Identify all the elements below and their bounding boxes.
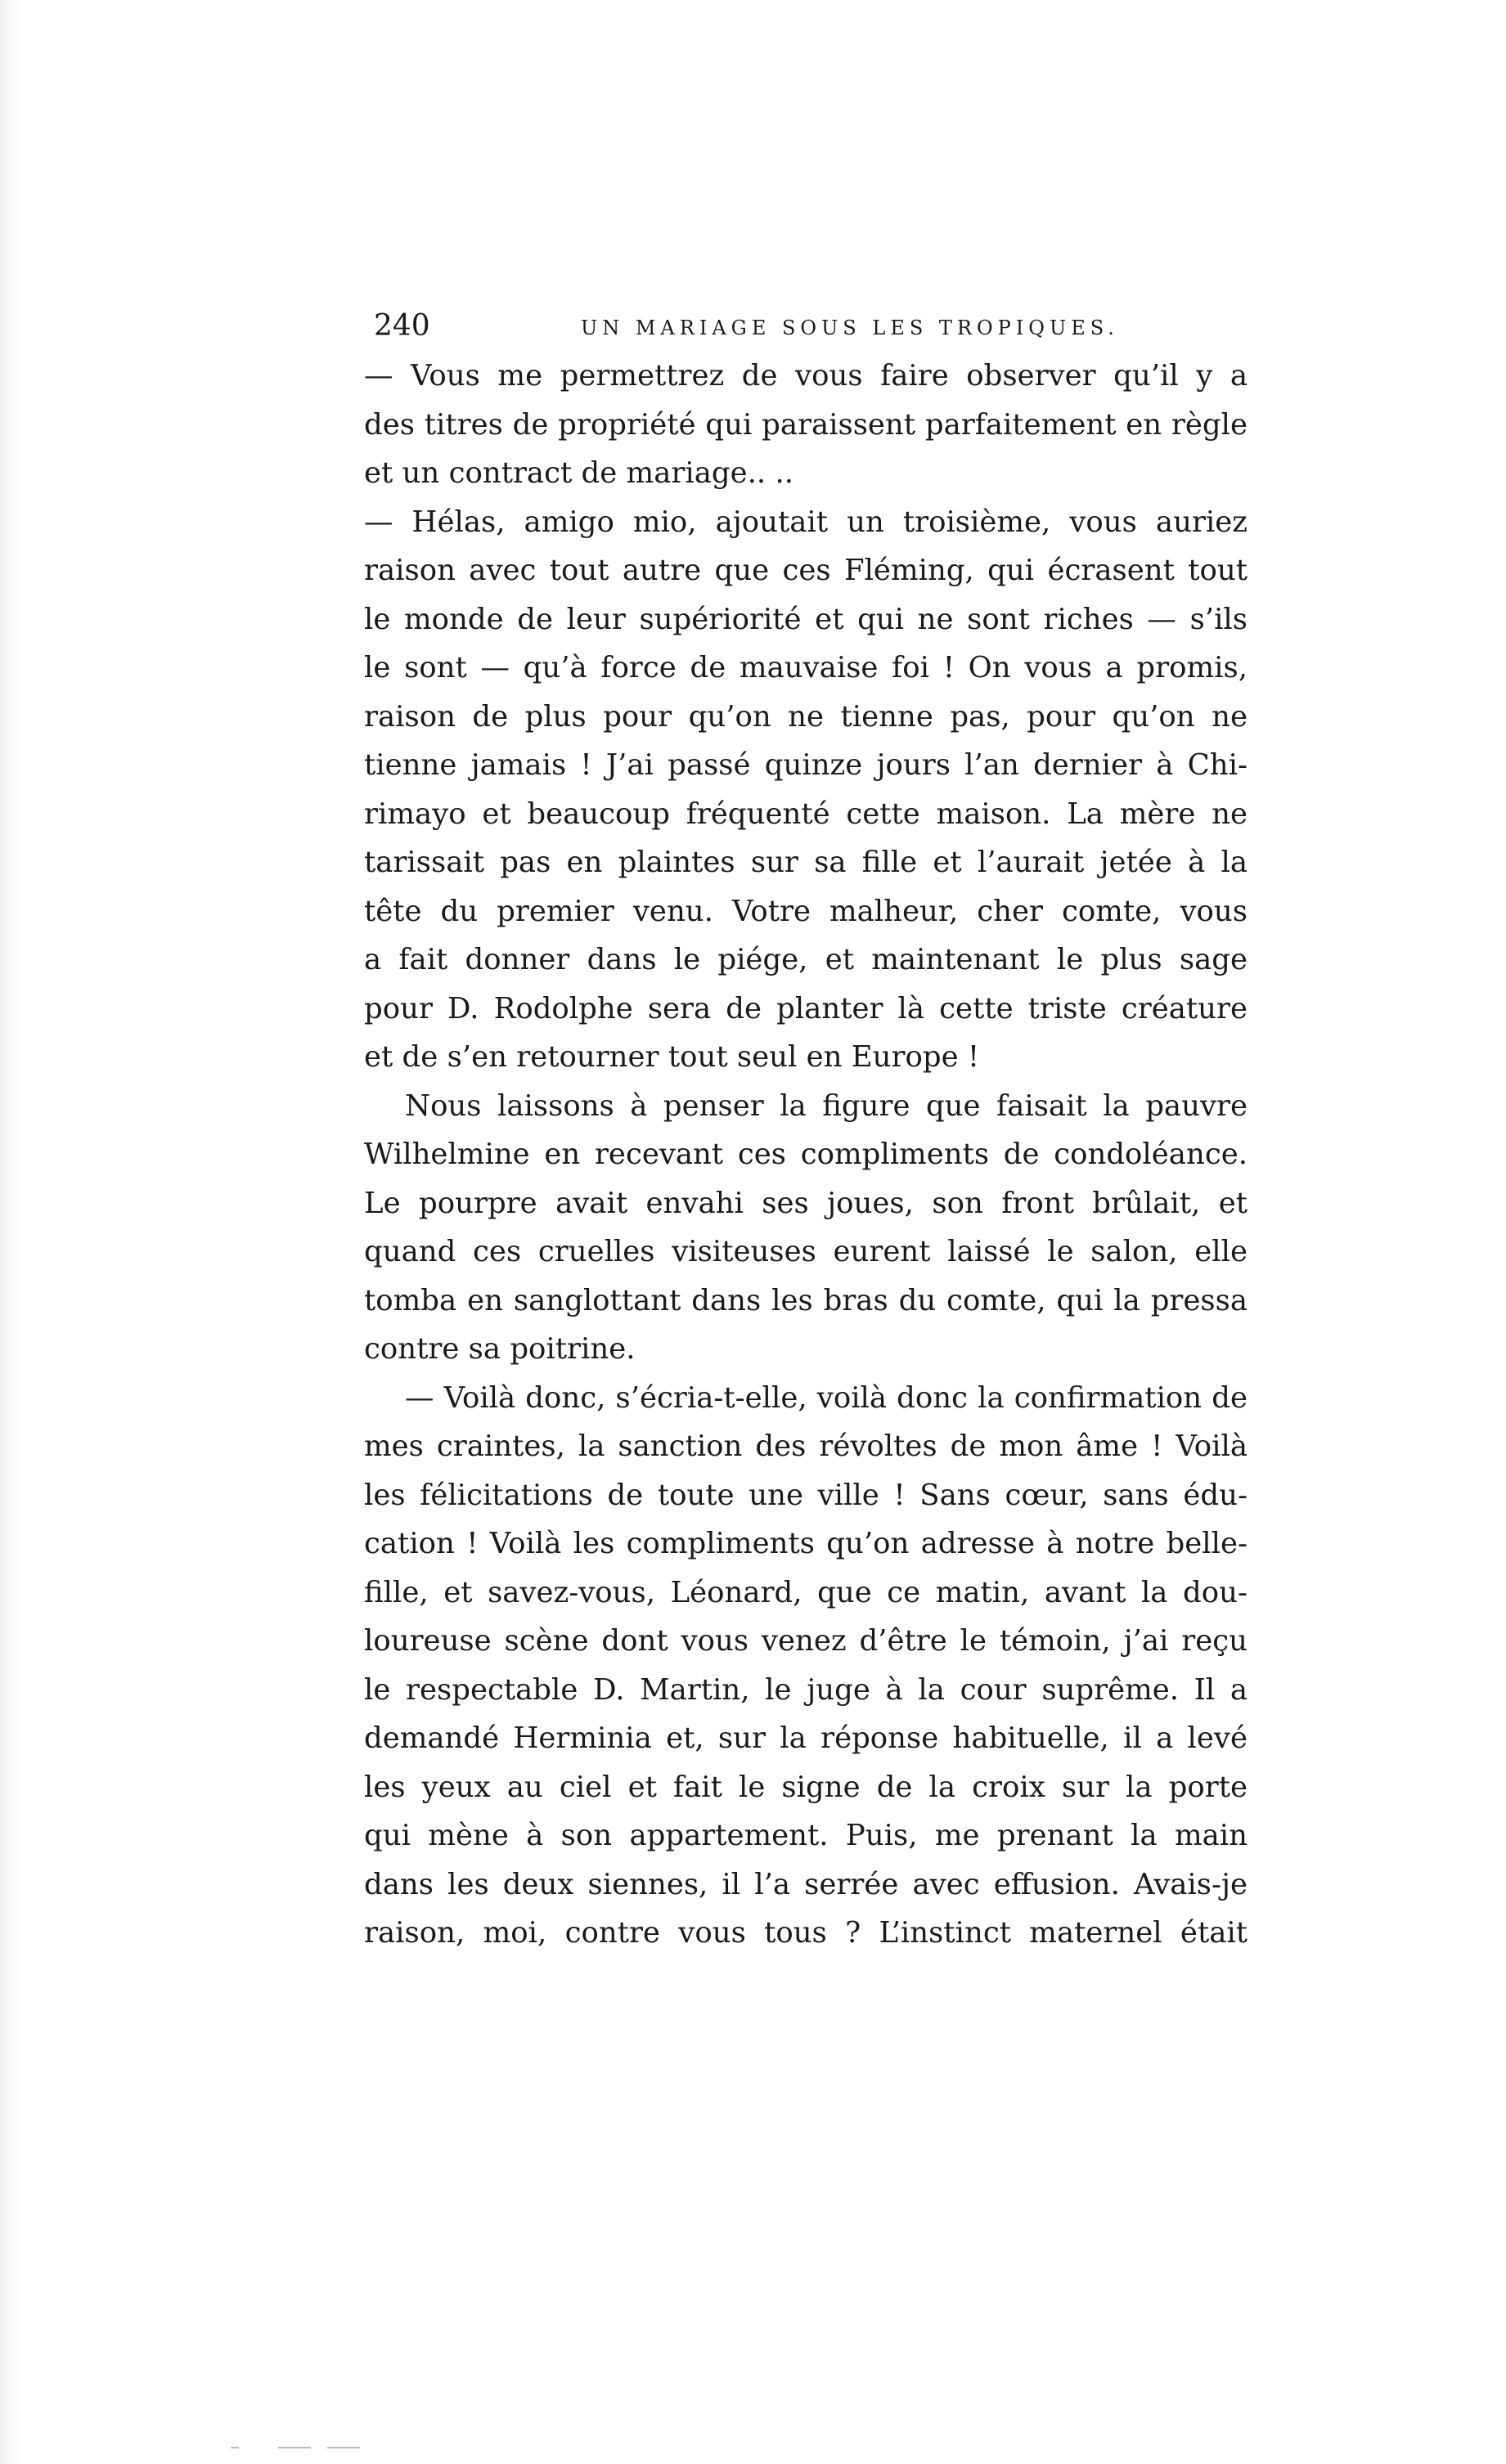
- text-line: dans les deux siennes, il l’a serrée avec effusion. Avais-je: [364, 1867, 1248, 1901]
- text-line: — Hélas, amigo mio, ajoutait un troisième, vous auriez: [364, 505, 1248, 539]
- scan-mark: [231, 2447, 239, 2448]
- text-line: tarissait pas en plaintes sur sa fille et l’aurait jetée à la: [364, 846, 1248, 879]
- text-line: a fait donner dans le piége, et maintenant le plus sage: [364, 943, 1248, 976]
- text-line: raison avec tout autre que ces Fléming, qui écrasent tout: [364, 554, 1248, 587]
- text-line: et un contract de mariage.. ..: [364, 456, 794, 490]
- text-line: — Vous me permettrez de vous faire observer qu’il y a: [364, 359, 1248, 393]
- text-body: [364, 352, 1248, 1958]
- text-line: les yeux au ciel et fait le signe de la croix sur la porte: [364, 1770, 1248, 1804]
- text-line: des titres de propriété qui paraissent parfaitement en règle: [364, 407, 1248, 442]
- scan-edge-shadow: [0, 0, 25, 2464]
- text-line: raison, moi, contre vous tous ? L’instinct maternel était: [364, 1916, 1248, 1950]
- text-line: tête du premier venu. Votre malheur, cher comte, vous: [364, 894, 1248, 928]
- text-line: Le pourpre avait envahi ses joues, son front brûlait, et: [364, 1186, 1248, 1220]
- text-line: quand ces cruelles visiteuses eurent laissé le salon, elle: [364, 1235, 1248, 1268]
- page-header: [364, 301, 1248, 352]
- running-title: UN MARIAGE SOUS LES TROPIQUES.: [581, 316, 1119, 339]
- text-line: — Voilà donc, s’écria-t-elle, voilà donc la confirmation de: [405, 1380, 1248, 1415]
- text-line: les félicitations de toute une ville ! Sans cœur, sans édu-: [364, 1478, 1248, 1512]
- text-line: demandé Herminia et, sur la réponse habituelle, il a levé: [364, 1721, 1248, 1755]
- text-line: qui mène à son appartement. Puis, me prenant la main: [364, 1819, 1248, 1852]
- text-line: le respectable D. Martin, le juge à la cour suprême. Il a: [364, 1672, 1248, 1707]
- text-line: fille, et savez-vous, Léonard, que ce matin, avant la dou-: [364, 1575, 1248, 1609]
- text-line: raison de plus pour qu’on ne tienne pas, pour qu’on ne: [364, 699, 1248, 734]
- text-line: le monde de leur supériorité et qui ne sont riches — s’ils: [364, 602, 1248, 636]
- text-line: contre sa poitrine.: [364, 1332, 636, 1366]
- text-line: et de s’en retourner tout seul en Europe !: [364, 1040, 980, 1074]
- text-line: Wilhelmine en recevant ces compliments de condoléance.: [364, 1138, 1248, 1171]
- text-line: cation ! Voilà les compliments qu’on adresse à notre belle-: [364, 1527, 1248, 1560]
- text-line: le sont — qu’à force de mauvaise foi ! On vous a promis,: [364, 651, 1248, 684]
- scan-mark: [327, 2447, 360, 2448]
- page-number: 240: [374, 309, 430, 343]
- text-line: Nous laissons à penser la figure que faisait la pauvre: [405, 1088, 1248, 1123]
- text-line: rimayo et beaucoup fréquenté cette maison. La mère ne: [364, 797, 1248, 831]
- text-line: tienne jamais ! J’ai passé quinze jours l’an dernier à Chi-: [364, 748, 1248, 782]
- scan-mark: [278, 2447, 311, 2448]
- book-page: [364, 301, 1248, 1958]
- text-line: pour D. Rodolphe sera de planter là cette triste créature: [364, 991, 1248, 1026]
- text-line: loureuse scène dont vous venez d’être le témoin, j’ai reçu: [364, 1624, 1248, 1658]
- text-line: tomba en sanglottant dans les bras du comte, qui la pressa: [364, 1283, 1248, 1317]
- text-line: mes craintes, la sanction des révoltes de mon âme ! Voilà: [364, 1429, 1248, 1463]
